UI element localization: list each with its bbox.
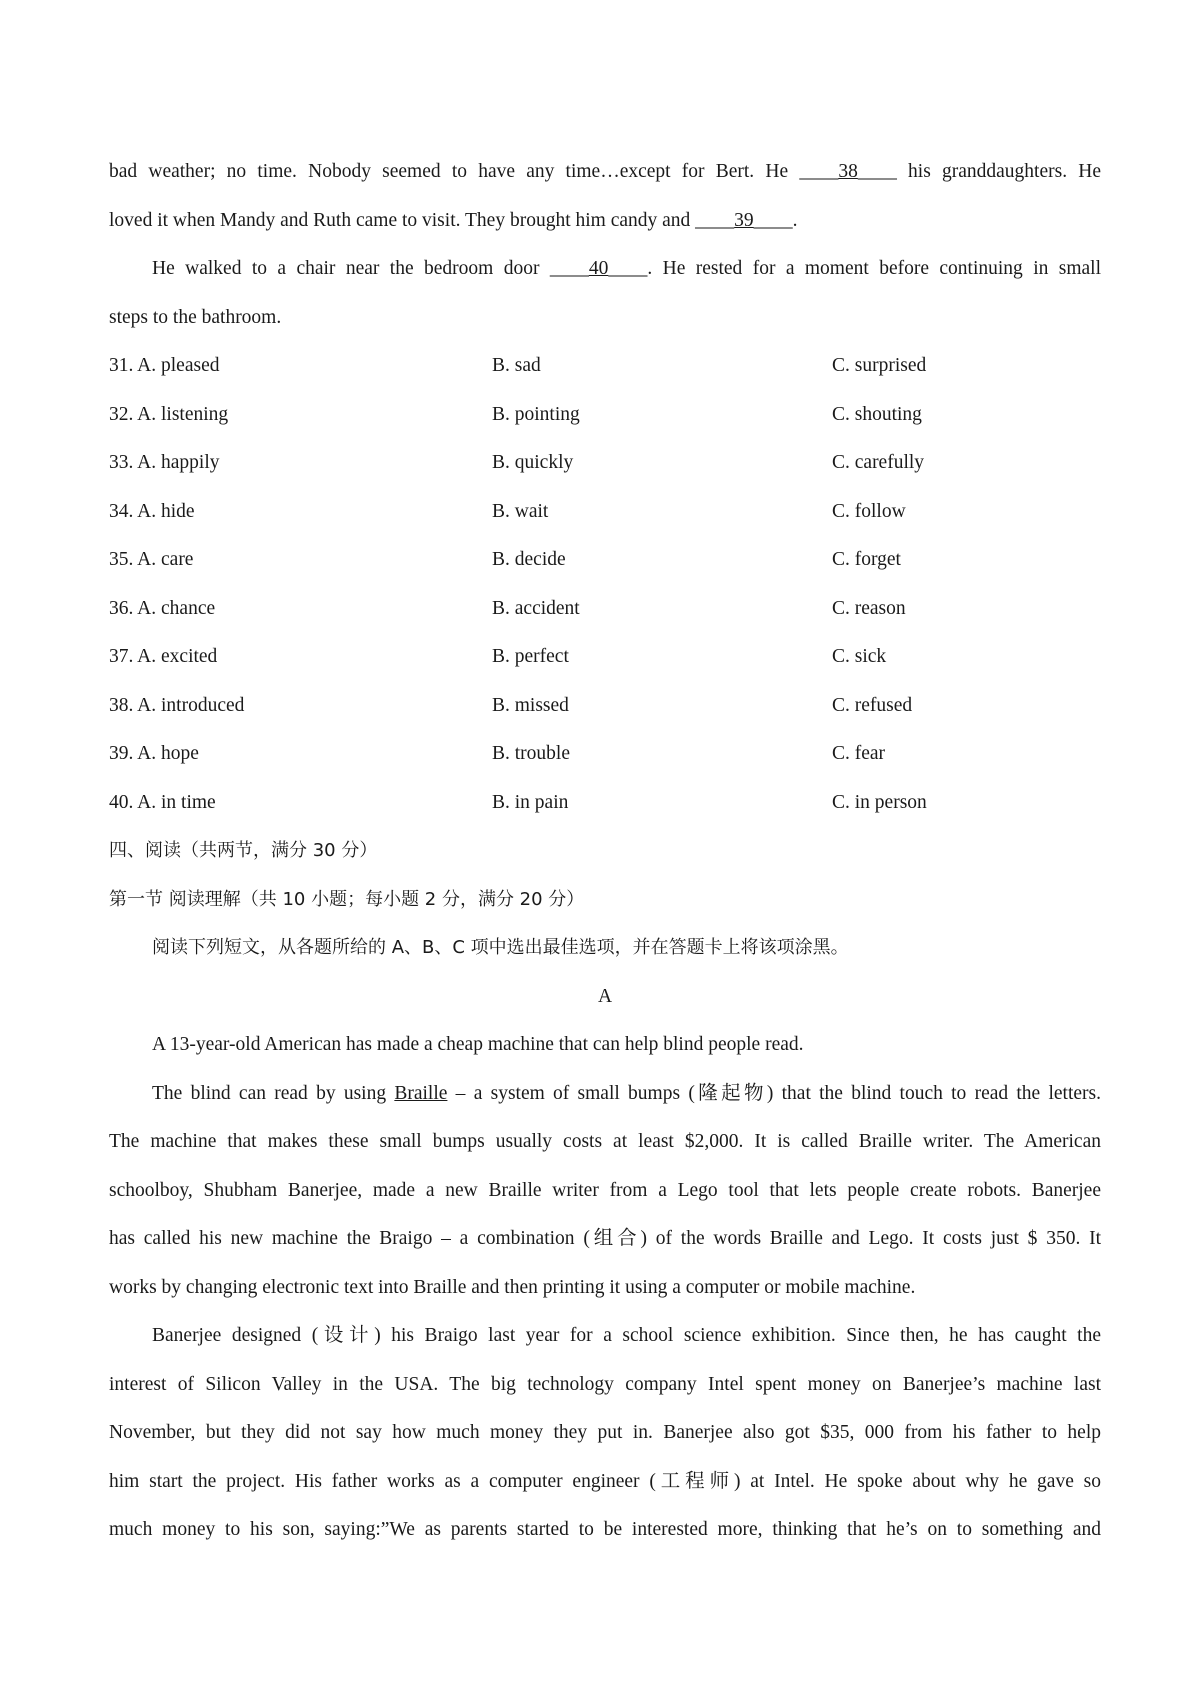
option-c: C. fear <box>832 743 886 764</box>
question-row <box>109 779 1101 828</box>
option-a: 36. A. chance <box>109 597 216 619</box>
paragraph-line: works by changing electronic text into Braille and then printing it using a computer or mobile machine. <box>109 1276 916 1298</box>
option-b: B. quickly <box>492 452 574 473</box>
text-span: – a system of small bumps (隆起物) that the blind touch to read the letters. <box>447 1082 1101 1104</box>
question-row <box>109 439 1101 488</box>
option-a: 35. A. care <box>109 549 194 570</box>
question-row <box>109 488 1101 537</box>
paragraph-line: A 13-year-old American has made a cheap machine that can help blind people read. <box>152 1034 804 1055</box>
option-a: 40. A. in time <box>109 791 216 813</box>
option-b: B. missed <box>492 694 569 716</box>
question-row <box>109 730 1101 779</box>
text-span: loved it when Mandy and Ruth came to visit. They brought him candy and ____ <box>109 209 735 231</box>
question-row <box>109 391 1101 440</box>
text-line <box>109 245 1101 294</box>
option-a: 32. A. listening <box>109 403 229 425</box>
text-line: steps to the bathroom. <box>109 306 282 328</box>
question-options <box>109 342 1101 827</box>
option-c: C. forget <box>832 549 901 570</box>
text-span: He walked to a chair near the bedroom door ____ <box>152 258 589 279</box>
paragraph-line: November, but they did not say how much money they put in. Banerjee also got $35, 000 from his father to help <box>109 1422 1101 1443</box>
paragraph-line: schoolboy, Shubham Banerjee, made a new Braille writer from a Lego tool that lets people create robots. Banerjee <box>109 1179 1101 1201</box>
option-c: C. surprised <box>832 355 927 376</box>
paragraph-line: The machine that makes these small bumps usually costs at least $2,000. It is called Braille writer. The American <box>109 1131 1101 1152</box>
option-c: C. follow <box>832 500 906 522</box>
option-b: B. pointing <box>492 403 580 425</box>
option-c: C. reason <box>832 597 906 619</box>
option-b: B. accident <box>492 597 580 619</box>
option-b: B. trouble <box>492 743 570 764</box>
text-span: ____ his granddaughters. He <box>857 161 1102 182</box>
option-c: C. sick <box>832 646 887 667</box>
paragraph-line <box>109 1070 1101 1119</box>
section-subheading: 第一节 阅读理解（共 10 小题；每小题 2 分，满分 20 分） <box>109 888 585 910</box>
paragraph-line: him start the project. His father works as a computer engineer (工程师) at Intel. He spoke about why he gave so <box>109 1470 1101 1492</box>
option-b: B. in pain <box>492 791 569 813</box>
text-line <box>109 148 1101 197</box>
option-b: B. sad <box>492 355 541 376</box>
option-a: 37. A. excited <box>109 646 218 667</box>
option-a: 33. A. happily <box>109 452 220 473</box>
question-row <box>109 585 1101 634</box>
section-instructions: 阅读下列短文，从各题所给的 A、B、C 项中选出最佳选项，并在答题卡上将该项涂黑。 <box>152 937 849 958</box>
option-a: 31. A. pleased <box>109 355 220 376</box>
paragraph-line: interest of Silicon Valley in the USA. The big technology company Intel spent money on Banerjee’s machine last <box>109 1373 1101 1395</box>
option-a: 39. A. hope <box>109 743 199 764</box>
text-line <box>109 197 1101 246</box>
question-row <box>109 682 1101 731</box>
question-row <box>109 633 1101 682</box>
text-span: bad weather; no time. Nobody seemed to have any time…except for Bert. He ____ <box>109 161 839 182</box>
option-b: B. perfect <box>492 646 569 667</box>
option-c: C. shouting <box>832 403 922 425</box>
option-a: 34. A. hide <box>109 500 195 522</box>
text-span: The blind can read by using <box>152 1082 395 1104</box>
document-page <box>109 148 1101 1555</box>
paragraph-line: has called his new machine the Braigo – a combination (组合) of the words Braille and Lego. It costs just $ 350. It <box>109 1228 1101 1249</box>
blank-answer: 39 <box>734 209 754 231</box>
blank-answer: 40 <box>588 258 609 279</box>
option-c: C. in person <box>832 791 927 813</box>
text-span: ____. He rested for a moment before continuing in small <box>608 258 1101 279</box>
option-b: B. decide <box>492 549 566 570</box>
option-b: B. wait <box>492 500 549 522</box>
passage-letter: A <box>597 985 613 1007</box>
text-span: ____. <box>753 209 798 231</box>
question-row <box>109 342 1101 391</box>
underlined-term: Braille <box>394 1082 448 1104</box>
option-c: C. carefully <box>832 452 925 473</box>
section-heading: 四、阅读（共两节，满分 30 分） <box>109 840 378 861</box>
option-a: 38. A. introduced <box>109 694 245 716</box>
paragraph-line: much money to his son, saying:”We as parents started to be interested more, thinking that he’s on to something and <box>109 1519 1101 1540</box>
question-row <box>109 536 1101 585</box>
option-c: C. refused <box>832 694 913 716</box>
paragraph-line: Banerjee designed (设计) his Braigo last year for a school science exhibition. Since then, he has caught the <box>152 1325 1101 1346</box>
blank-answer: 38 <box>838 161 858 182</box>
